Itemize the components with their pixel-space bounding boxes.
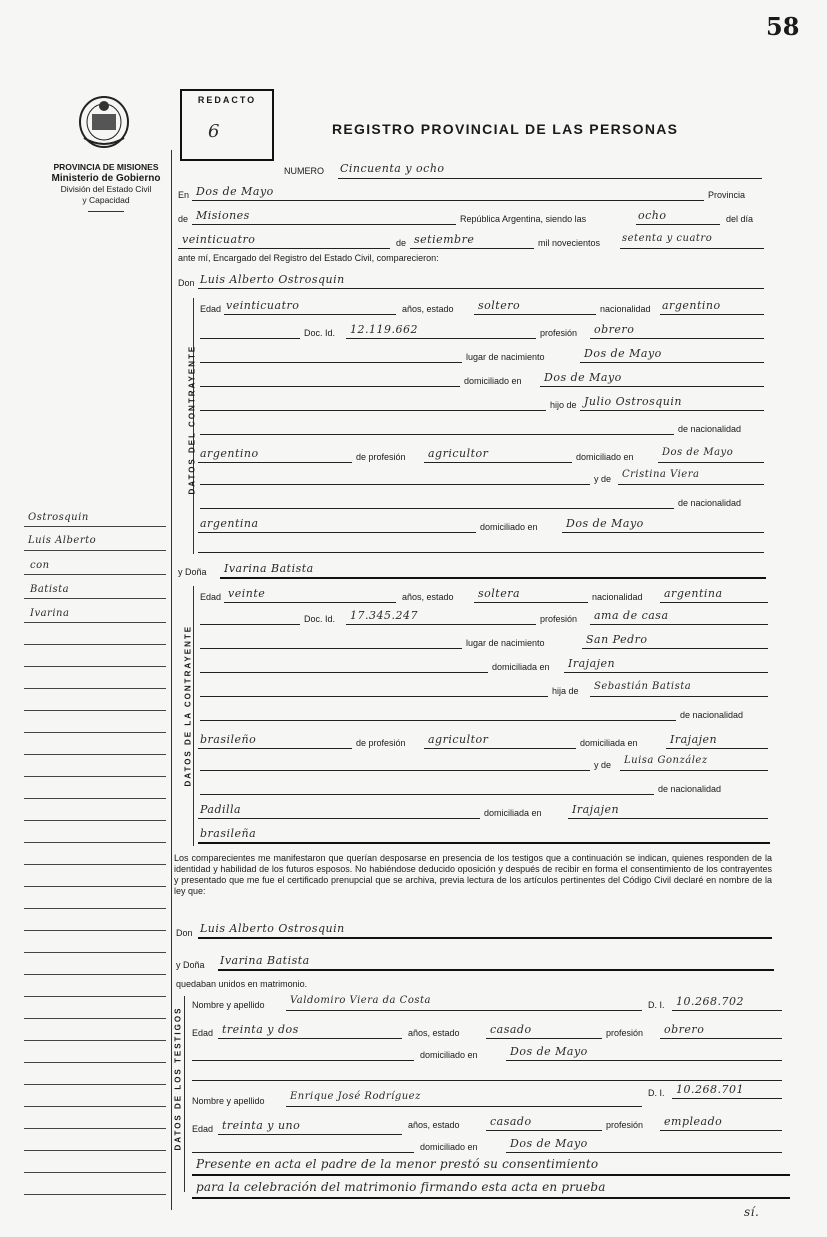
w1-domicilio: Dos de Mayo <box>510 1045 588 1058</box>
bride-nac-label: nacionalidad <box>592 592 643 602</box>
hour-value: ocho <box>638 209 667 222</box>
w2-anos-label: años, estado <box>408 1120 460 1130</box>
bride-father-prof: agricultor <box>428 733 489 746</box>
groom-father: Julio Ostrosquin <box>584 395 682 408</box>
groom-y-de-label: y de <box>594 474 612 484</box>
union-dona-label: y Doña <box>176 960 205 970</box>
w1-age: treinta y dos <box>222 1023 299 1036</box>
w2-di-label: D. I. <box>648 1088 665 1098</box>
bride-lugar-label: lugar de nacimiento <box>466 638 545 648</box>
note-line-2: para la celebración del matrimonio firmando esta acta en prueba <box>196 1180 606 1194</box>
union-bride: Ivarina Batista <box>220 954 310 967</box>
groom-anos-label: años, estado <box>402 304 454 314</box>
bride-nacionalidad: argentina <box>664 587 723 600</box>
w2-prof-label: profesión <box>606 1120 644 1130</box>
ministry-name: Ministerio de Gobierno <box>51 173 161 184</box>
w2-edad-label: Edad <box>192 1124 214 1134</box>
bride-mother: Luisa González <box>624 755 708 766</box>
bride-lugar: San Pedro <box>586 633 648 646</box>
redacto-label: REDACTO <box>197 95 257 105</box>
bride-doc-label: Doc. Id. <box>304 614 336 624</box>
bride-dom-label: domiciliada en <box>492 662 550 672</box>
w1-name: Valdomiro Viera da Costa <box>290 995 431 1006</box>
bride-father-dom: Irajajen <box>670 733 718 746</box>
division-name-2: y Capacidad <box>82 195 130 205</box>
groom-prof-label: profesión <box>540 328 578 338</box>
w2-dom-label: domiciliado en <box>420 1142 478 1152</box>
w2-age: treinta y uno <box>222 1119 301 1132</box>
de-mes-label: de <box>396 238 407 248</box>
w1-nombre-label: Nombre y apellido <box>192 1000 265 1010</box>
redacto-box <box>180 89 274 161</box>
groom-doc-label: Doc. Id. <box>304 328 336 338</box>
groom-de-nac2-label: de nacionalidad <box>678 498 742 508</box>
bride-edad-label: Edad <box>200 592 222 602</box>
groom-father-dom: Dos de Mayo <box>662 447 734 458</box>
groom-edad-label: Edad <box>200 304 222 314</box>
month-value: setiembre <box>414 233 475 246</box>
bride-profesion: ama de casa <box>594 609 669 622</box>
bride-hija-label: hija de <box>552 686 579 696</box>
declaration-text: Los comparecientes me manifestaron que querían desposarse en presencia de los testigos que a continuación se indican, quienes responden de la identidad y habilidad de los futuros esposos. No habiéndose deducido oposición y después de recibir en forma el consentimiento de los contrayentes y presentado que me fue el certificado prenupcial que se archiva, previa lectura de los artículos pertinentes del Código Civil declaré en nombre de la ley que: <box>174 853 772 896</box>
groom-mother-dom-label: domiciliado en <box>480 522 538 532</box>
mil-label: mil novecientos <box>538 238 601 248</box>
w2-estado: casado <box>490 1115 532 1128</box>
union-don-label: Don <box>176 928 193 938</box>
day-value: veinticuatro <box>182 233 256 246</box>
w1-anos-label: años, estado <box>408 1028 460 1038</box>
w2-domicilio: Dos de Mayo <box>510 1137 588 1150</box>
bride-estado: soltera <box>478 587 521 600</box>
groom-nacionalidad: argentino <box>662 299 721 312</box>
bride-dona-label: y Doña <box>178 567 207 577</box>
w1-estado: casado <box>490 1023 532 1036</box>
bride-side-label: DATOS DE LA CONTRAYENTE <box>183 624 193 787</box>
w1-prof-label: profesión <box>606 1028 644 1038</box>
margin-line-5: Ivarina <box>30 608 70 619</box>
bride-father: Sebastián Batista <box>594 681 692 692</box>
bride-anos-label: años, estado <box>402 592 454 602</box>
groom-domicilio: Dos de Mayo <box>544 371 622 384</box>
groom-father-dom-label: domiciliado en <box>576 452 634 462</box>
bride-father-dom-label: domiciliada en <box>580 738 638 748</box>
redacto-value: 6 <box>208 121 220 142</box>
bride-age: veinte <box>228 587 266 600</box>
republica-label: República Argentina, siendo las <box>460 214 587 224</box>
bride-y-de-label: y de <box>594 760 612 770</box>
province-name: PROVINCIA DE MISIONES <box>53 162 159 172</box>
ante-text: ante mí, Encargado del Registro del Estado Civil, comparecieron: <box>178 253 439 263</box>
w2-profesion: empleado <box>664 1115 723 1128</box>
bride-mother-dom: Irajajen <box>572 803 620 816</box>
page-number: 58 <box>766 12 800 41</box>
bride-domicilio: Irajajen <box>568 657 616 670</box>
groom-dom-label: domiciliado en <box>464 376 522 386</box>
bride-de-nac-label: de nacionalidad <box>680 710 744 720</box>
page-title: REGISTRO PROVINCIAL DE LAS PERSONAS <box>332 121 679 137</box>
witnesses-side-label: DATOS DE LOS TESTIGOS <box>173 1006 183 1151</box>
provincia-label: Provincia <box>708 190 746 200</box>
bride-de-nac2-label: de nacionalidad <box>658 784 722 794</box>
groom-lugar-label: lugar de nacimiento <box>466 352 545 362</box>
division-name: División del Estado Civil <box>60 184 152 194</box>
groom-side-label: DATOS DEL CONTRAYENTE <box>187 344 197 495</box>
w2-name: Enrique José Rodríguez <box>290 1091 421 1102</box>
del-dia-label: del día <box>726 214 754 224</box>
groom-hijo-label: hijo de <box>550 400 577 410</box>
bride-prof-label: profesión <box>540 614 578 624</box>
groom-don-label: Don <box>178 278 195 288</box>
w1-dom-label: domiciliado en <box>420 1050 478 1060</box>
bride-mother-extra: brasileña <box>200 827 257 840</box>
place-value: Dos de Mayo <box>196 185 274 198</box>
numero-value: Cincuenta y ocho <box>340 162 445 175</box>
w1-edad-label: Edad <box>192 1028 214 1038</box>
bride-father-nac: brasileño <box>200 733 257 746</box>
margin-line-4: Batista <box>30 584 70 595</box>
bride-de-prof-label: de profesión <box>356 738 406 748</box>
groom-lugar: Dos de Mayo <box>584 347 662 360</box>
groom-name: Luis Alberto Ostrosquin <box>200 273 345 286</box>
groom-mother-dom: Dos de Mayo <box>566 517 644 530</box>
province-value: Misiones <box>196 209 250 222</box>
groom-mother: Cristina Viera <box>622 469 700 480</box>
margin-line-2: Luis Alberto <box>28 535 97 546</box>
union-groom: Luis Alberto Ostrosquin <box>200 922 345 935</box>
bride-mother-dom-label: domiciliada en <box>484 808 542 818</box>
w2-di: 10.268.701 <box>676 1083 744 1096</box>
margin-line-3: con <box>30 560 50 571</box>
note-sigue: sí. <box>744 1205 760 1219</box>
groom-de-nac-label: de nacionalidad <box>678 424 742 434</box>
groom-father-prof: agricultor <box>428 447 489 460</box>
bride-name: Ivarina Batista <box>224 562 314 575</box>
groom-father-nac: argentino <box>200 447 259 460</box>
groom-de-prof-label: de profesión <box>356 452 406 462</box>
bride-mother-nac: Padilla <box>200 803 242 816</box>
groom-estado: soltero <box>478 299 521 312</box>
year-value: setenta y cuatro <box>622 233 713 244</box>
groom-mother-nac: argentina <box>200 517 259 530</box>
w1-di-label: D. I. <box>648 1000 665 1010</box>
margin-line-1: Ostrosquin <box>28 512 89 523</box>
w1-di: 10.268.702 <box>676 995 744 1008</box>
groom-profesion: obrero <box>594 323 635 336</box>
en-label: En <box>178 190 190 200</box>
groom-nac-label: nacionalidad <box>600 304 651 314</box>
bride-doc: 17.345.247 <box>350 609 418 622</box>
w2-nombre-label: Nombre y apellido <box>192 1096 265 1106</box>
de-label: de <box>178 214 189 224</box>
w1-profesion: obrero <box>664 1023 705 1036</box>
groom-age: veinticuatro <box>226 299 300 312</box>
numero-label: NUMERO <box>284 166 324 176</box>
note-line-1: Presente en acta el padre de la menor prestó su consentimiento <box>196 1157 599 1171</box>
groom-doc: 12.119.662 <box>350 323 418 336</box>
provincial-seal-icon <box>76 92 132 150</box>
quedaban-text: quedaban unidos en matrimonio. <box>176 979 308 989</box>
